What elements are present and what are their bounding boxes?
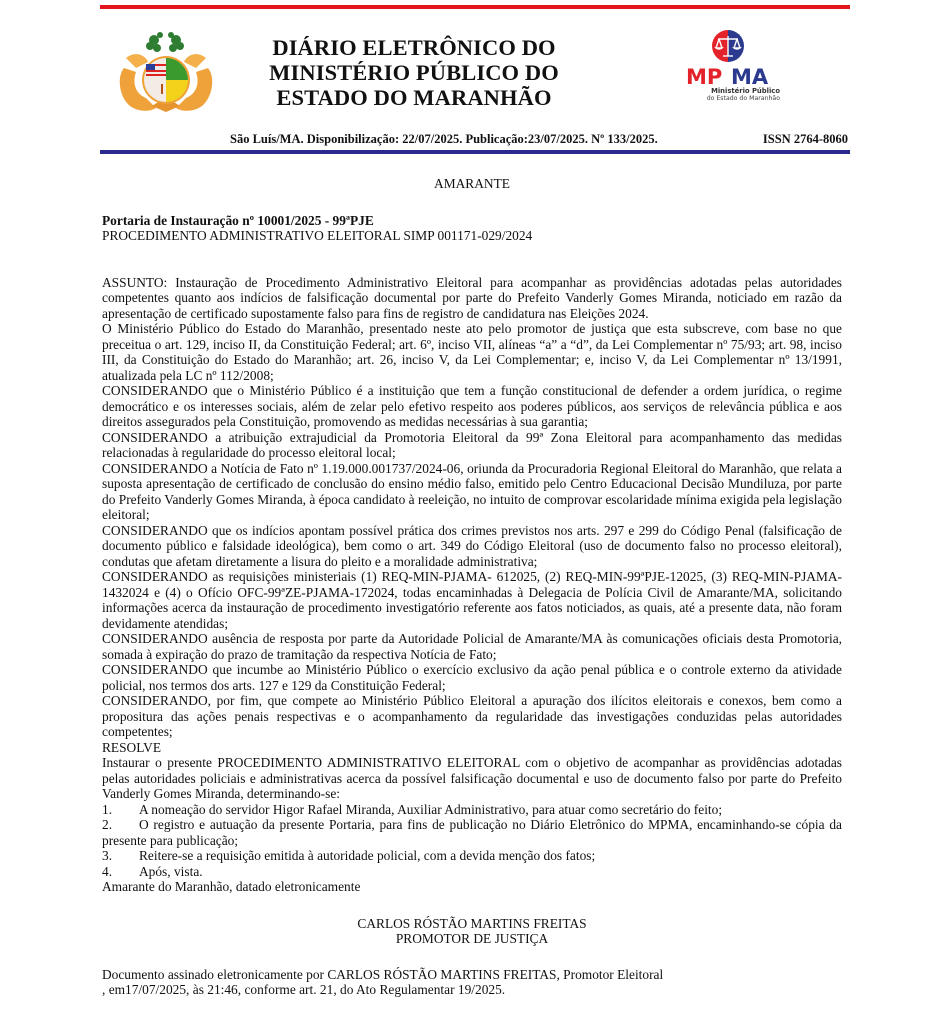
considerando-paragraph: CONSIDERANDO ausência de resposta por parte da Autoridade Policial de Amarante/MA às comunicações oficiais desta Promotoria, somada à expiração do prazo de tramitação da respectiva Notícia de Fato; [102,631,842,662]
header-top-rule [100,5,850,9]
publication-info: São Luís/MA. Disponibilização: 22/07/2025. Publicação:23/07/2025. Nº 133/2025. [230,132,658,146]
mpma-subtitle-line2: do Estado do Maranhão [706,95,780,102]
resolution-item [102,864,842,880]
item-number: 3. [102,848,113,863]
document-body [102,176,842,998]
issn: ISSN 2764-8060 [762,132,848,146]
place-date: Amarante do Maranhão, datado eletronicamente [102,879,361,894]
city-heading: AMARANTE [434,176,510,191]
item-text: A nomeação do servidor Higor Rafael Miranda, Auxiliar Administrativo, para atuar como secretário do feito; [139,801,723,817]
item-number: 4. [102,863,113,879]
publication-info-bar [100,132,848,148]
considerando-paragraph: CONSIDERANDO que os indícios apontam possível prática dos crimes previstos nos arts. 297 e 299 do Código Penal (falsificação de documento público e falsidade ideológica), bem como o art. 349 do Código Eleitoral (uso de documento falso no processo eleitoral), condutas que afetam diretamente a lisura do pleito e a moralidade administrativa; [102,522,842,569]
considerando-paragraph: CONSIDERANDO as requisições ministeriais (1) REQ-MIN-PJAMA- 612025, (2) REQ-MIN-99ªPJE-12025, (3) REQ-MIN-PJAMA-1432024 e (4) o Ofício OFC-99ªZE-PJAMA-172024, todas encaminhadas à Delegacia de Polícia Civil de Amarante/MA, solicitando informações acerca da instauração de procedimento investigatório referente aos fatos noticiados, as quais, até a presente data, não foram devidamente atendidas; [102,569,842,631]
signature-block [102,916,842,947]
considerando-paragraph: CONSIDERANDO a Notícia de Fato nº 1.19.000.001737/2024-06, oriunda da Procuradoria Regional Eleitoral do Maranhão, que relata a suposta apresentação de certificado de conclusão do ensino médio falso, emitido pelo Centro Educacional Decisão Mundiluza, por parte do Prefeito Vanderly Gomes Miranda, à época candidato à reeleição, no intuito de comprovar escolaridade mínima exigida pela legislação eleitoral; [102,460,842,522]
journal-title [240,35,588,110]
journal-title-line: ESTADO DO MARANHÃO [276,85,552,110]
scales-of-justice-icon [680,24,792,104]
resolve-text: Instaurar o presente PROCEDIMENTO ADMINISTRATIVO ELEITORAL com o objetivo de acompanhar as providências adotadas pelas autoridades policiais e administrativas acerca da possível falsificação documental e uso de documento falso por parte do Prefeito Vanderly Gomes Miranda, determinando-se: [102,755,842,801]
resolution-item [102,817,842,848]
maranhao-coat-of-arms-icon [116,28,216,114]
procedure-number: PROCEDIMENTO ADMINISTRATIVO ELEITORAL SIMP 001171-029/2024 [102,228,533,243]
considerando-paragraph: CONSIDERANDO que o Ministério Público é a instituição que tem a função constitucional de defender a ordem jurídica, o regime democrático e os interesses sociais, além de zelar pelo efetivo respeito aos poderes públicos, aos serviços de relevância pública e aos direitos assegurados pela Constituição, promovendo as medidas necessárias à sua garantia; [102,383,842,429]
item-number: 2. [102,817,113,832]
mpma-wordmark-ma: MA [731,65,769,89]
resolution-item [102,802,842,818]
considerando-paragraph: CONSIDERANDO, por fim, que compete ao Ministério Público Eleitoral a apuração dos ilícitos eleitorais e conexos, bem como a propositura das ações penais respectivas e o acompanhamento da regularidade das investigações conduzidas pelas autoridades competentes; [102,693,842,739]
journal-title-line: DIÁRIO ELETRÔNICO DO [272,35,556,60]
item-text: Reitere-se a requisição emitida à autoridade policial, com a devida menção dos fatos; [139,848,596,863]
resolve-label: RESOLVE [102,739,162,755]
item-number: 1. [102,801,113,817]
considerando-paragraph: CONSIDERANDO que incumbe ao Ministério Público o exercício exclusivo da ação penal pública e o controle externo da atividade policial, nos termos dos arts. 127 e 129 da Constituição Federal; [102,662,842,693]
mpma-logo [680,24,792,104]
signature-note-line: Documento assinado eletronicamente por CARLOS RÓSTÃO MARTINS FREITAS, Promotor Eleitoral [102,966,664,982]
mpma-subtitle-line1: Ministério Público [711,87,780,95]
preamble-paragraph: O Ministério Público do Estado do Maranhão, presentado neste ato pelo promotor de justiça que esta subscreve, com base no que preceitua o art. 129, inciso II, da Constituição Federal; art. 6º, inciso VII, alíneas “a” a “d”, da Lei Complementar nº 75/93; art. 98, inciso III, da Constituição do Estado do Maranhão; art. 26, inciso V, da Lei Complementar; e, inciso V, da Lei Complementar nº 13/1991, atualizada pela LC nº 112/2008; [102,321,842,383]
header-bottom-rule [100,150,850,154]
signature-note-line: , em17/07/2025, às 21:46, conforme art. 21, do Ato Regulamentar 19/2025. [102,982,506,997]
electronic-signature-note [102,967,712,998]
portaria-title: Portaria de Instauração nº 10001/2025 - 99ªPJE [102,212,374,228]
item-text: O registro e autuação da presente Portaria, para fins de publicação no Diário Eletrônico do MPMA, encaminhando-se cópia da presente para publicação; [102,817,842,848]
signature-role: PROMOTOR DE JUSTIÇA [395,931,549,946]
mpma-wordmark-mp: MP [686,65,723,89]
resolution-item [102,848,842,864]
signature-name: CARLOS RÓSTÃO MARTINS FREITAS [357,915,587,931]
assunto-paragraph: ASSUNTO: Instauração de Procedimento Administrativo Eleitoral para acompanhar as providências adotadas pelas autoridades competentes quanto aos indícios de falsificação documental por parte do Prefeito Vanderly Gomes Miranda, noticiado em razão da apresentação de certificado supostamente falso para fins de registro de candidatura nas Eleições 2024. [102,274,842,321]
journal-title-line: MINISTÉRIO PÚBLICO DO [269,60,559,85]
considerando-paragraph: CONSIDERANDO a atribuição extrajudicial da Promotoria Eleitoral da 99ª Zona Eleitoral para acompanhamento das medidas relacionadas à regularidade do processo eleitoral local; [102,429,842,460]
item-text: Após, vista. [139,863,203,879]
